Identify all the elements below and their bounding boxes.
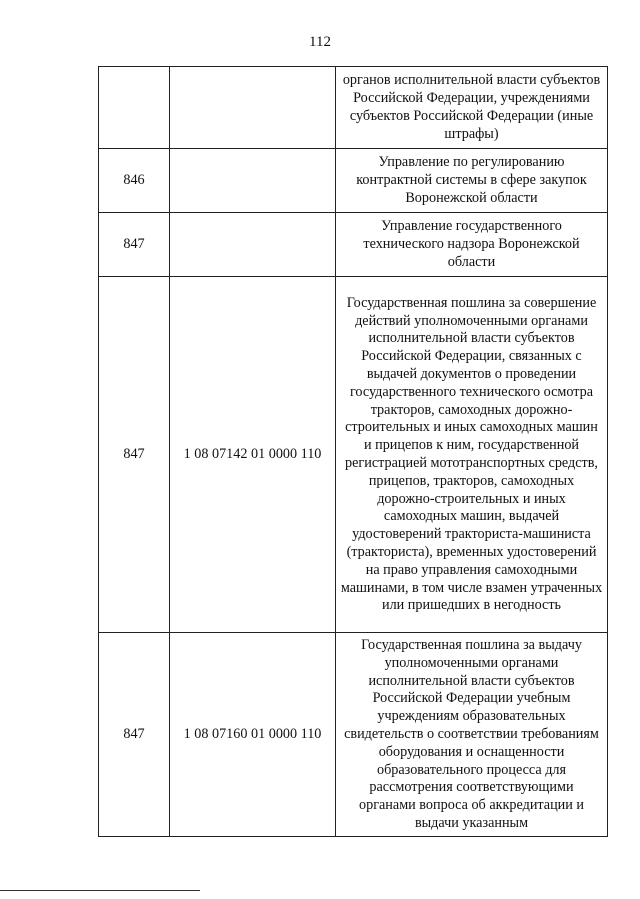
budget-code-cell: 1 08 07160 01 0000 110: [170, 633, 336, 837]
admin-code-cell: 846: [99, 149, 170, 213]
admin-code-cell: 847: [99, 277, 170, 633]
table-row: [99, 277, 608, 633]
budget-classification-table: [98, 66, 608, 837]
admin-code-cell: 847: [99, 213, 170, 277]
budget-code-cell: [170, 213, 336, 277]
admin-code-cell: [99, 67, 170, 149]
admin-code-cell: 847: [99, 633, 170, 837]
budget-code-cell: [170, 67, 336, 149]
table-row: [99, 149, 608, 213]
budget-code-cell: [170, 149, 336, 213]
revenue-name-cell: Государственная пошлина за совершение действий уполномоченными органами исполнительной власти субъектов Российской Федерации, связанных с выдачей документов о проведении государственного технического осмотра тракторов, самоходных дорожно-строительных и иных самоходных машин и прицепов к ним, государственной регистрацией мототранспортных средств, прицепов, тракторов, самоходных дорожно-строительных и иных самоходных машин, выдачей удостоверений тракториста-машиниста (тракториста), временных удостоверений на право управления самоходными машинами, в том числе взамен утраченных или пришедших в негодность: [336, 277, 608, 633]
budget-code-cell: 1 08 07142 01 0000 110: [170, 277, 336, 633]
revenue-name-cell: Управление государственного технического надзора Воронежской области: [336, 213, 608, 277]
table-row: [99, 633, 608, 837]
page-number: 112: [309, 34, 331, 50]
table-row: [99, 213, 608, 277]
revenue-name-cell: Государственная пошлина за выдачу уполномоченными органами исполнительной власти субъектов Российской Федерации учебным учреждениям образовательных свидетельств о соответствии требованиям оборудования и оснащенности образовательного процесса для рассмотрения соответствующими органами вопроса об аккредитации и выдачи указанным: [336, 633, 608, 837]
revenue-name-cell: Управление по регулированию контрактной системы в сфере закупок Воронежской области: [336, 149, 608, 213]
table-row: [99, 67, 608, 149]
footer-rule: [0, 890, 200, 891]
revenue-name-cell: органов исполнительной власти субъектов Российской Федерации, учреждениями субъектов Российской Федерации (иные штрафы): [336, 67, 608, 149]
